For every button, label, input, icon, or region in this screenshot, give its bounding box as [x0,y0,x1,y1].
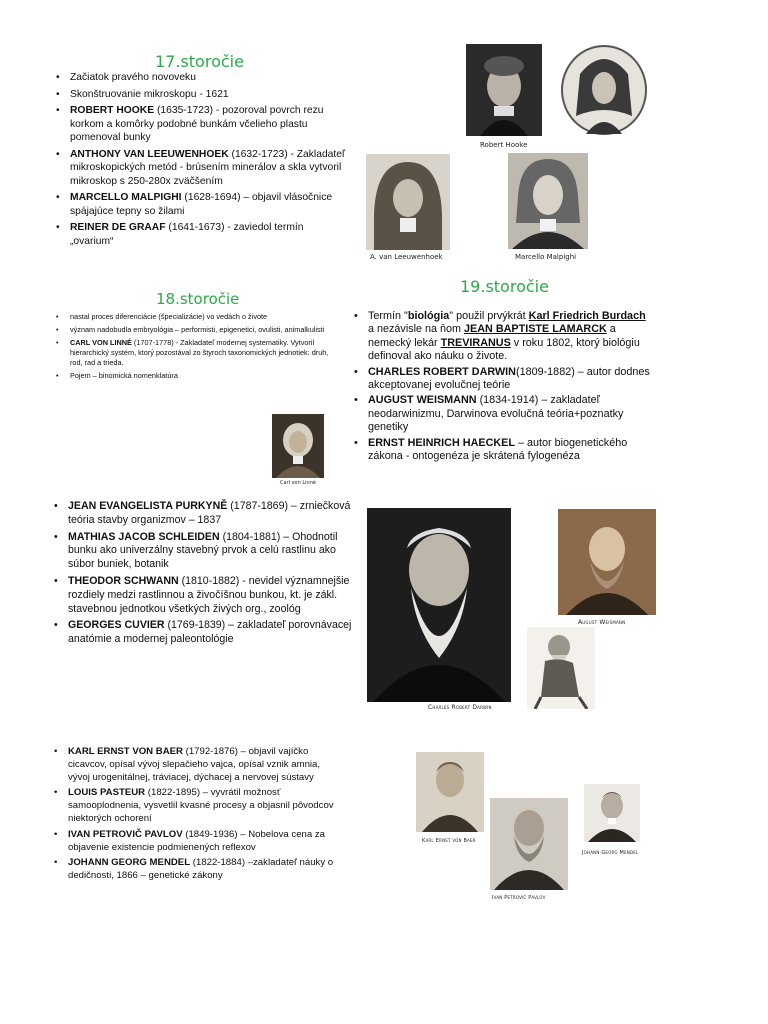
list-item: • Termín "biológia" použil prvýkrát Karl Friedrich Burdach a nezávisle na ňom JEAN BAPTISTE LAMARCK a nemecký lekár TREVIRANUS v roku 1802, ktorý biológiu definoval ako náuku o živote. [354,310,654,364]
portrait-johann-mendel [584,784,640,842]
portrait-marcello-malpighi [508,153,588,249]
list-item: • KARL ERNST VON BAER (1792-1876) – objavil vajíčko cicavcov, opísal vývoj slepačieho vajca, opísal vznik amnia, vývoj urogenitálnej, tráviacej, dýchacej a nervovej sústavy [54,746,339,784]
portrait-carl-von-linne [272,414,324,478]
portrait-karl-ernst-von-baer [416,752,484,832]
caption-johann-mendel: Johann Georg Mendel [582,850,639,856]
caption-carl-von-linne: Carl von Linné [280,480,316,486]
list-item: • význam nadobudla embryológia – performisti, epigenetici, ovulisti, animalkulisti [56,325,341,335]
list-item: • REINER DE GRAAF (1641-1673) - zaviedol termín „ovarium“ [56,221,346,248]
list-item: • Pojem – binomická nomenklatúra [56,371,341,381]
list-item: • MATHIAS JACOB SCHLEIDEN (1804-1881) – Ohodnotil bunku ako univerzálny stavebný prvok a celú rastlinu ako súbor buniek, botanik [54,531,354,572]
list-item: • ANTHONY VAN LEEUWENHOEK (1632-1723) - Zakladateľ mikroskopických metód - brúsením minerálov a skla vytvoril mikroskop s 250-280x zväčšením [56,148,346,189]
list-item: • CHARLES ROBERT DARWIN(1809-1882) – autor dodnes akceptovanej evolučnej teórie [354,366,654,393]
caption-charles-darwin: Charles Robert Darwin [428,704,492,711]
portrait-august-weismann [558,509,656,615]
list-17th-century [56,71,346,251]
list-item: • GEORGES CUVIER (1769-1839) – zakladateľ porovnávacej anatómie a modernej paleontológie [54,619,354,647]
list-19th-century-scientists [54,500,354,650]
caption-august-weismann: August Weismann [578,619,626,626]
heading-17th-century: 17.storočie [155,52,244,71]
caption-ivan-pavlov: Ivan Petrović Pavlov [492,895,546,901]
portrait-ivan-pavlov [490,798,568,890]
caption-karl-ernst-von-baer: Karl Ernst von Baer [422,838,476,844]
caption-robert-hooke: Robert Hooke [480,141,528,149]
caricature-darwin-ape [527,627,595,709]
list-item: • Začiatok pravého novoveku [56,71,346,85]
portrait-charles-darwin [367,508,511,702]
list-item: • IVAN PETROVIČ PAVLOV (1849-1936) – Nobelova cena za objavenie existencie podmienených reflexov [54,829,339,855]
list-18th-century [56,312,341,384]
heading-19th-century: 19.storočie [460,277,549,296]
portrait-van-leeuwenhoek-small [558,44,650,136]
caption-van-leeuwenhoek: A. van Leeuwenhoek [370,253,443,261]
list-item: • THEODOR SCHWANN (1810-1882) - nevidel významnejšie rozdiely medzi rastlinnou a živočíšnou bunkou, kt. je zákl. stavebnou jednotkou všetkých živých org., zoológ [54,575,354,616]
list-later-scientists [54,746,339,886]
list-item: • JOHANN GEORG MENDEL (1822-1884) –zakladateľ náuky o dedičnosti, 1866 – genetické zákony [54,857,339,883]
list-item: • AUGUST WEISMANN (1834-1914) – zakladateľ neodarwinizmu, Darwinova evolučná teória+poznatky genetiky [354,394,654,434]
list-item: • MARCELLO MALPIGHI (1628-1694) – objavil vlásočnice spájajúce tepny so žilami [56,191,346,218]
list-item: • ERNST HEINRICH HAECKEL – autor biogenetického zákona - ontogenéza je skrátená fylogenéza [354,437,654,464]
portrait-van-leeuwenhoek [366,154,450,250]
list-item: • CARL VON LINNÉ (1707-1778) - Zakladateľ modernej systematiky. Vytvoril hierarchický systém, ktorý pozostával zo štyroch taxonomických jednotiek: druh, rod, rad a trieda. [56,338,341,368]
heading-18th-century: 18.storočie [156,290,240,308]
portrait-robert-hooke [466,44,542,136]
list-item: • LOUIS PASTEUR (1822-1895) – vyvrátil možnosť samooplodnenia, vysvetlil kvasné procesy a objasnil pôvodcov niektorých ochorení [54,787,339,825]
list-item: • Skonštruovanie mikroskopu - 1621 [56,88,346,102]
caption-marcello-malpighi: Marcello Malpighi [515,253,577,261]
list-item: • ROBERT HOOKE (1635-1723) - pozoroval povrch rezu korkom a komôrky podobné bunkám včelieho plastu pomenoval bunky [56,104,346,145]
list-item: • JEAN EVANGELISTA PURKYNĚ (1787-1869) – zrniečková teória stavby organizmov – 1837 [54,500,354,528]
list-item: • nastal proces diferenciácie (špecializácie) vo vedách o živote [56,312,341,322]
list-19th-century [354,310,654,465]
